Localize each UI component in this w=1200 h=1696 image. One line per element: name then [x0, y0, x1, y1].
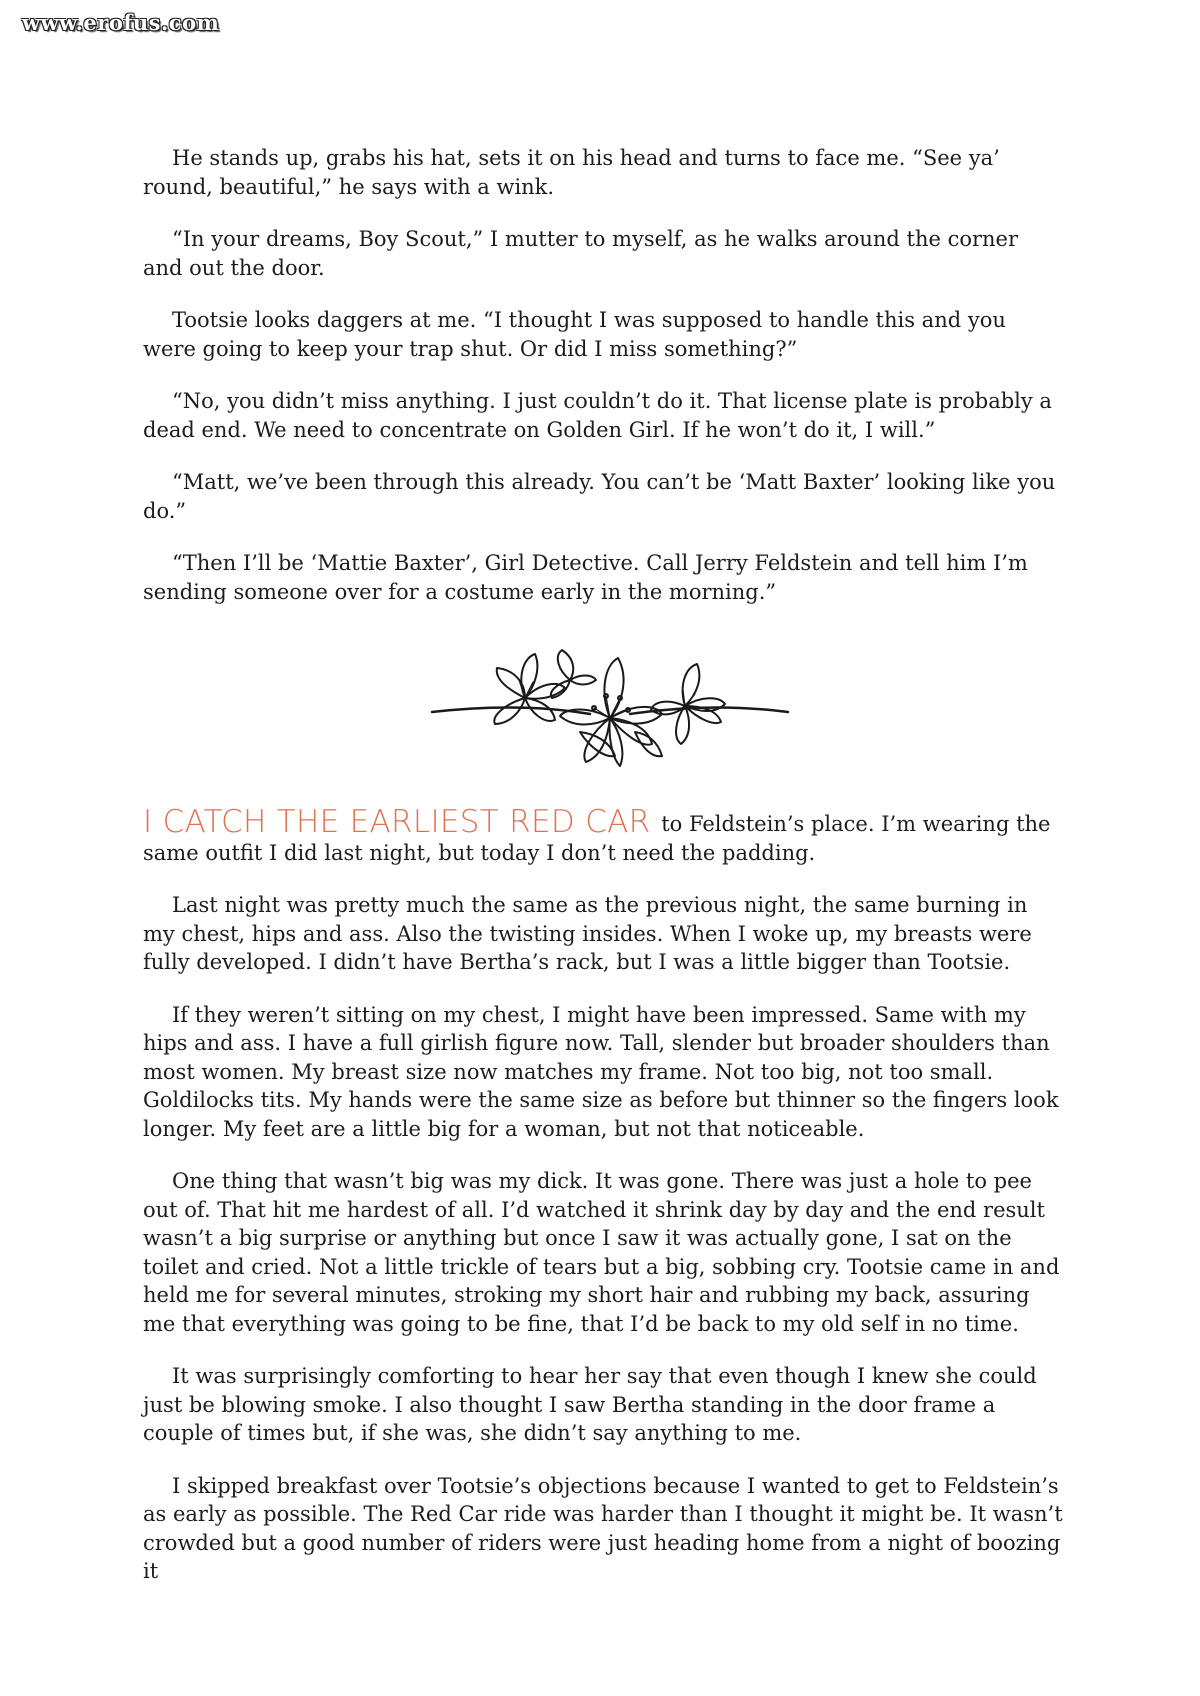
section-opening-paragraph [143, 804, 1063, 867]
paragraph: “Matt, we’ve been through this already. You can’t be ‘Matt Baxter’ looking like you do.” [143, 470, 1056, 523]
site-watermark: www.erofus.com [22, 10, 220, 35]
section-lead-smallcaps: I CATCH THE EARLIEST RED CAR [143, 804, 651, 840]
paragraph: “No, you didn’t miss anything. I just couldn’t do it. That license plate is probably a dead end. We need to concentrate on Golden Girl. If he won’t do it, I will.” [143, 389, 1052, 442]
paragraph: Tootsie looks daggers at me. “I thought I was supposed to handle this and you were going to keep your trap shut. Or did I miss something?” [143, 308, 1006, 361]
paragraph: One thing that wasn’t big was my dick. It was gone. There was just a hole to pee out of. That hit me hardest of all. I’d watched it shrink day by day and the end result wasn’t a big surprise or anything but once I saw it was actually gone, I sat on the toilet and cried. Not a little trickle of tears but a big, sobbing cry. Tootsie came in and held me for several minutes, stroking my short hair and rubbing my back, assuring me that everything was going to be fine, that I’d be back to my old self in no time. [143, 1169, 1060, 1336]
text-block-top [143, 144, 1063, 606]
paragraph: He stands up, grabs his hat, sets it on his head and turns to face me. “See ya’ round, beautiful,” he says with a wink. [143, 146, 1000, 199]
paragraph: “Then I’ll be ‘Mattie Baxter’, Girl Detective. Call Jerry Feldstein and tell him I’m sending someone over for a costume early in the morning.” [143, 551, 1028, 604]
paragraph: Last night was pretty much the same as the previous night, the same burning in my chest, hips and ass. Also the twisting insides. When I woke up, my breasts were fully developed. I didn’t have Bertha’s rack, but I was a little bigger than Tootsie. [143, 893, 1032, 974]
text-block-bottom [143, 804, 1063, 1586]
paragraph: “In your dreams, Boy Scout,” I mutter to myself, as he walks around the corner and out the door. [143, 227, 1019, 280]
paragraph: I skipped breakfast over Tootsie’s objections because I wanted to get to Feldstein’s as early as possible. The Red Car ride was harder than I thought it might be. It wasn’t crowded but a good number of riders were just heading home from a night of boozing it [143, 1473, 1063, 1583]
paragraph: It was surprisingly comforting to hear her say that even though I knew she could just be blowing smoke. I also thought I saw Bertha standing in the door frame a couple of times but, if she was, she didn’t say anything to me. [143, 1364, 1037, 1445]
lily-flower-divider-icon [430, 640, 790, 785]
section-lead-rest: to Feldstein’s place. I’m wearing the same outfit I did last night, but today I don’t need the padding. [143, 812, 1051, 865]
paragraph: If they weren’t sitting on my chest, I might have been impressed. Same with my hips and ass. I have a full girlish figure now. Tall, slender but broader shoulders than most women. My breast size now matches my frame. Not too big, not too small. Goldilocks tits. My hands were the same size as before but thinner so the fingers look longer. My feet are a little big for a woman, but not that noticeable. [143, 1002, 1059, 1141]
